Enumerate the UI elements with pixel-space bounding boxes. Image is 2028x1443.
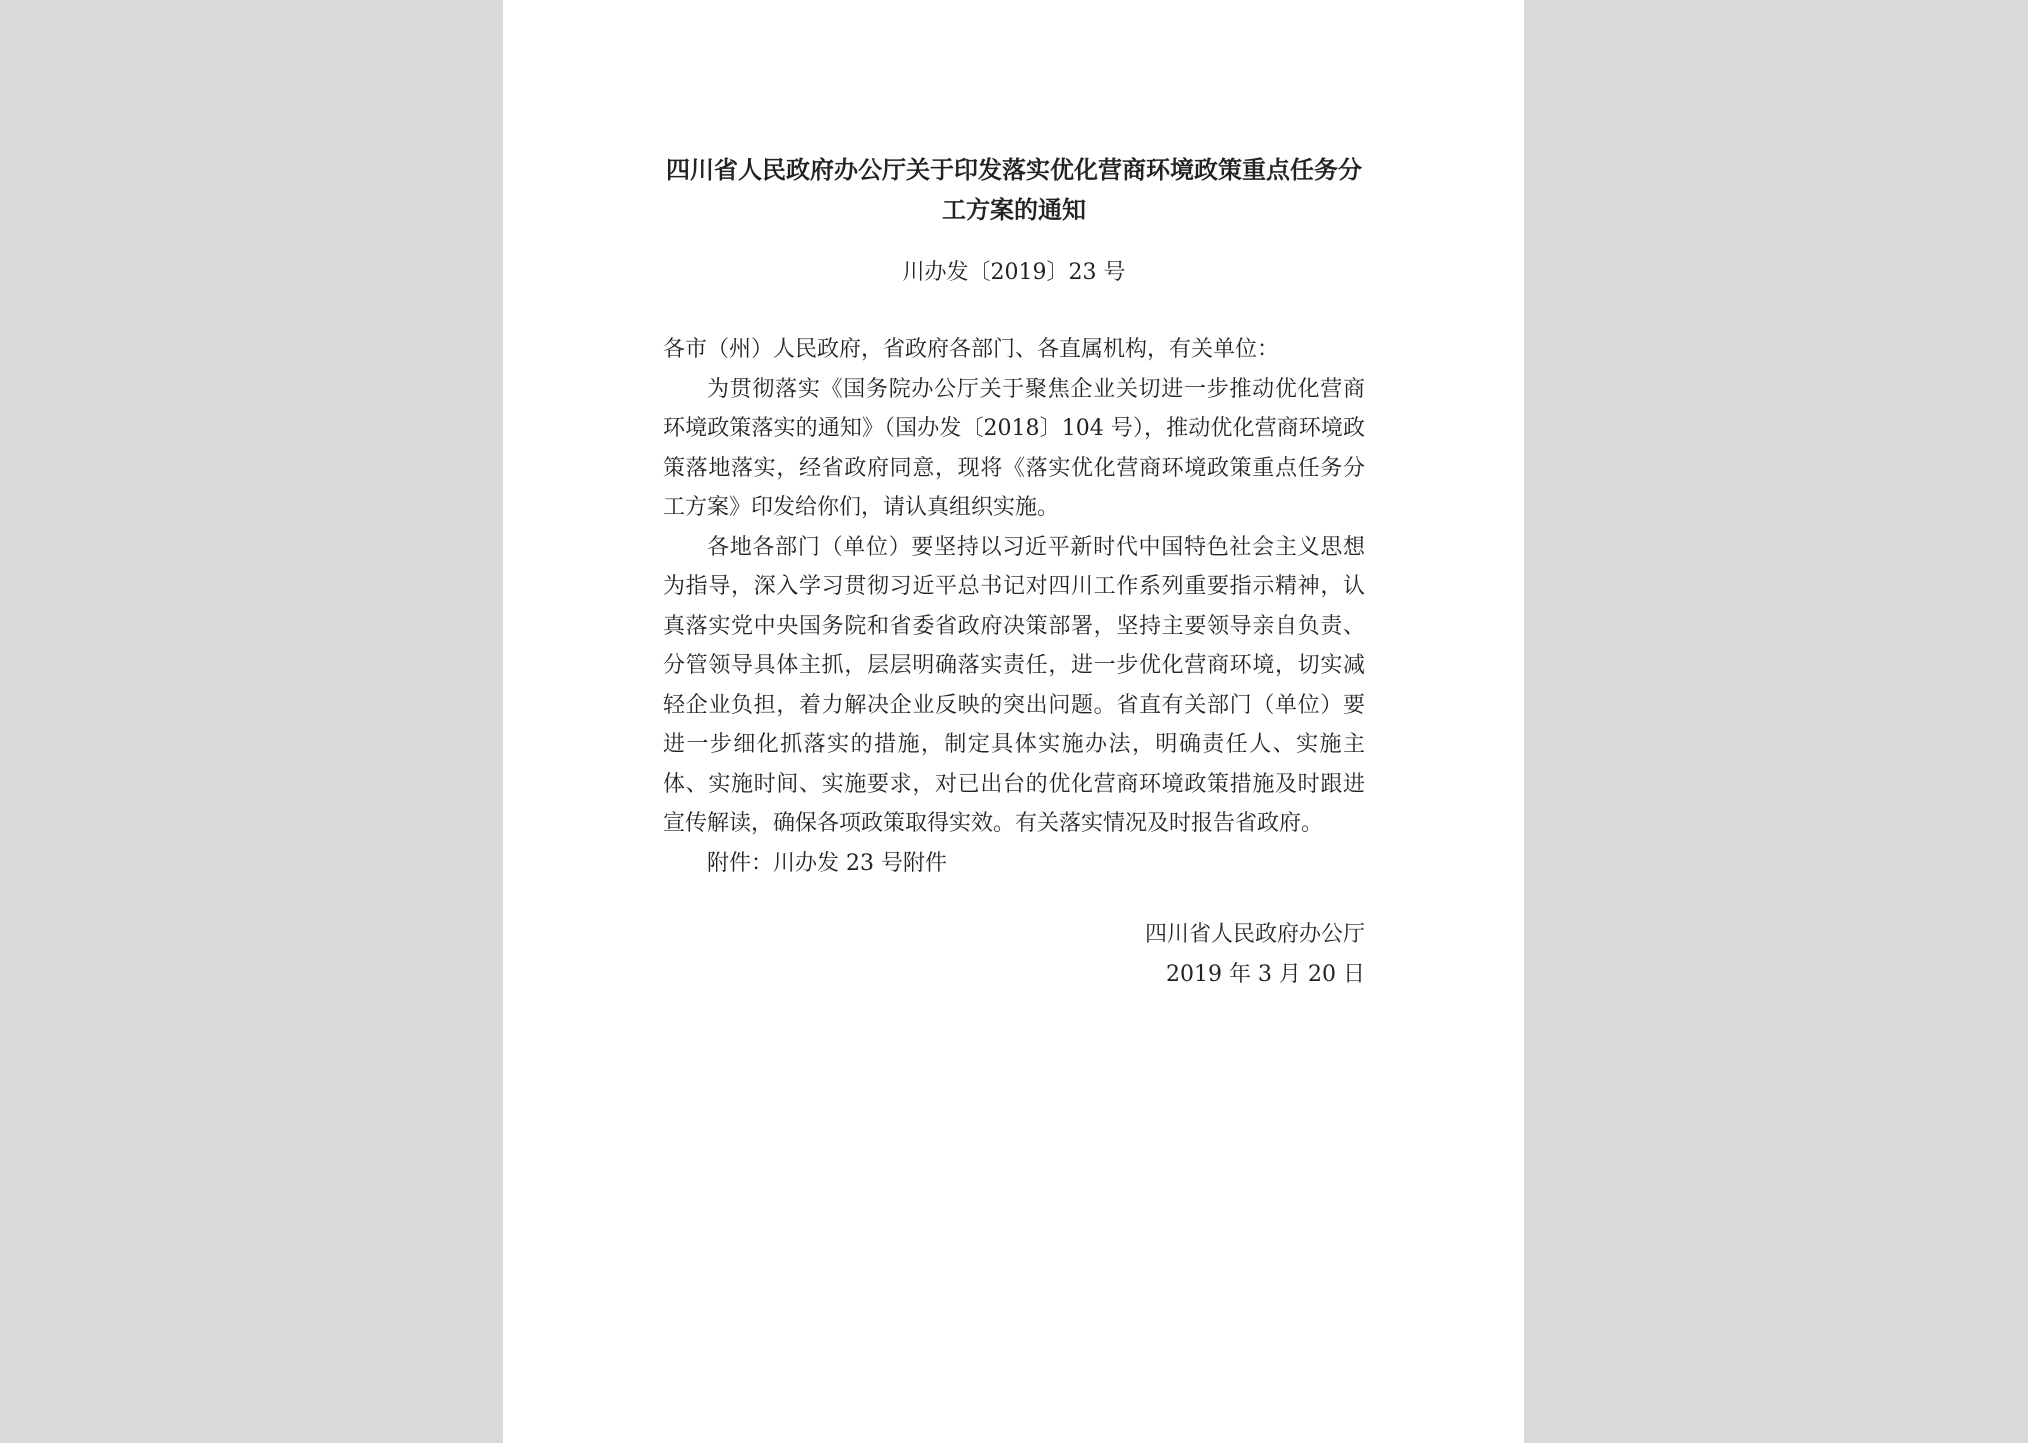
addressee: 各市（州）人民政府，省政府各部门、各直属机构，有关单位：: [663, 337, 1280, 362]
issuer: 四川省人民政府办公厅: [1144, 922, 1365, 947]
issue-date: 2019 年 3 月 20 日: [1166, 962, 1365, 987]
document-body: [663, 150, 1365, 995]
attachment-line: 附件：川办发 23 号附件: [707, 850, 947, 876]
title-line-2: 工方案的通知: [942, 196, 1086, 224]
document-title: [663, 150, 1365, 230]
paragraph-1: 为贯彻落实《国务院办公厅关于聚焦企业关切进一步推动优化营商环境政策落实的通知》（国办发〔2018〕104 号），推动优化营商环境政策落地落实，经省政府同意，现将《落实优化营商环境政策重点任务分工方案》印发给你们，请认真组织实施。: [663, 376, 1365, 520]
title-line-1: 四川省人民政府办公厅关于印发落实优化营商环境政策重点任务分: [666, 156, 1362, 184]
signature-block: [663, 915, 1365, 995]
document-page: [503, 0, 1524, 1443]
paragraph-2: 各地各部门（单位）要坚持以习近平新时代中国特色社会主义思想为指导，深入学习贯彻习近平总书记对四川工作系列重要指示精神，认真落实党中央国务院和省委省政府决策部署，坚持主要领导亲自负责、分管领导具体主抓，层层明确落实责任，进一步优化营商环境，切实减轻企业负担，着力解决企业反映的突出问题。省直有关部门（单位）要进一步细化抓落实的措施，制定具体实施办法，明确责任人、实施主体、实施时间、实施要求，对已出台的优化营商环境政策措施及时跟进宣传解读，确保各项政策取得实效。有关落实情况及时报告省政府。: [663, 534, 1365, 836]
document-number: 川办发〔2019〕23 号: [902, 260, 1126, 285]
